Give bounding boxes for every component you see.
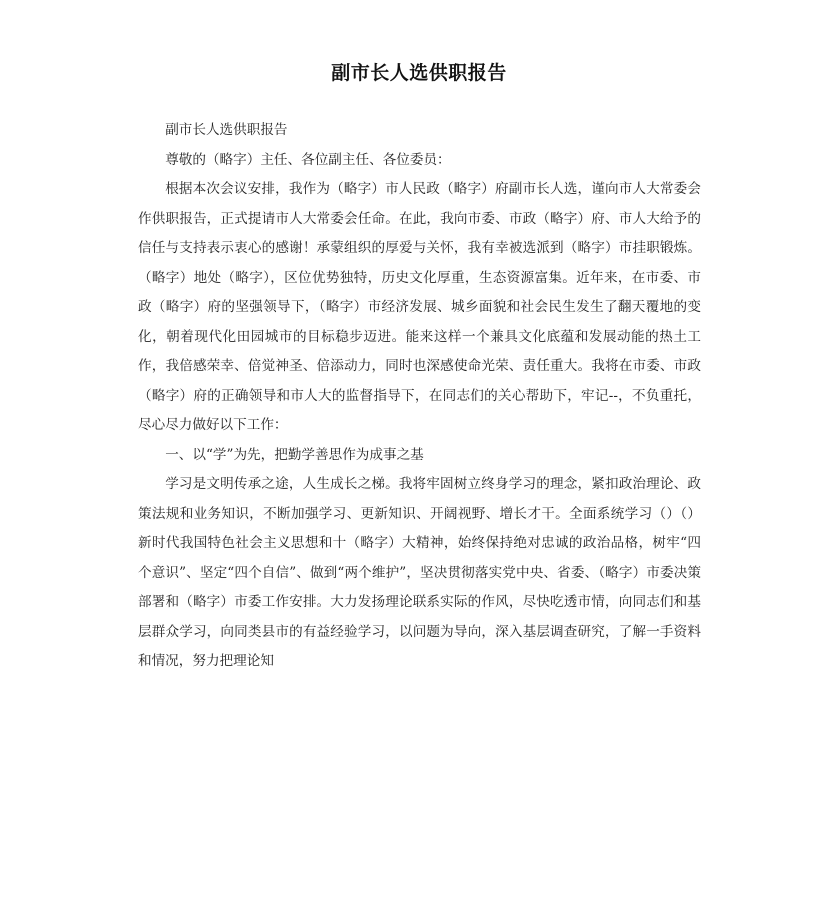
document-body [138, 116, 701, 677]
section-heading-1: 一、以“学”为先，把勤学善思作为成事之基 [165, 446, 424, 463]
document-title: 副市长人选供职报告 [331, 62, 507, 84]
paragraph-section-1: 学习是文明传承之途，人生成长之梯。我将牢固树立终身学习的理念，紧扣政治理论、政策法规和业务知识，不断加强学习、更新知识、开阔视野、增长才干。全面系统学习（）（）新时代我国特色社会主义思想和十（略字）大精神，始终保持绝对忠诚的政治品格，树牢“四个意识”、坚定“四个自信”、做到“两个维护”，坚决贯彻落实党中央、省委、（略字）市委决策部署和（略字）市委工作安排。大力发扬理论联系实际的作风，尽快吃透市情，向同志们和基层群众学习，向同类县市的有益经验学习，以问题为导向，深入基层调查研究，了解一手资料和情况，努力把理论知 [138, 476, 701, 669]
paragraph-intro: 根据本次会议安排，我作为（略字）市人民政（略字）府副市长人选，谨向市人大常委会作供职报告，正式提请市人大常委会任命。在此，我向市委、市政（略字）府、市人大给予的信任与支持表示衷心的感谢！承蒙组织的厚爱与关怀，我有幸被选派到（略字）市挂职锻炼。（略字）地处（略字），区位优势独特，历史文化厚重，生态资源富集。近年来，在市委、市政（略字）府的坚强领导下，（略字）市经济发展、城乡面貌和社会民生发生了翻天覆地的变化，朝着现代化田园城市的目标稳步迈进。能来这样一个兼具文化底蕴和发展动能的热土工作，我倍感荣幸、倍觉神圣、倍添动力，同时也深感使命光荣、责任重大。我将在市委、市政（略字）府的正确领导和市人大的监督指导下，在同志们的关心帮助下，牢记--，不负重托，尽心尽力做好以下工作： [138, 181, 701, 433]
paragraph-heading: 副市长人选供职报告 [165, 122, 288, 138]
paragraph-salutation: 尊敬的（略字）主任、各位副主任、各位委员： [165, 151, 451, 168]
